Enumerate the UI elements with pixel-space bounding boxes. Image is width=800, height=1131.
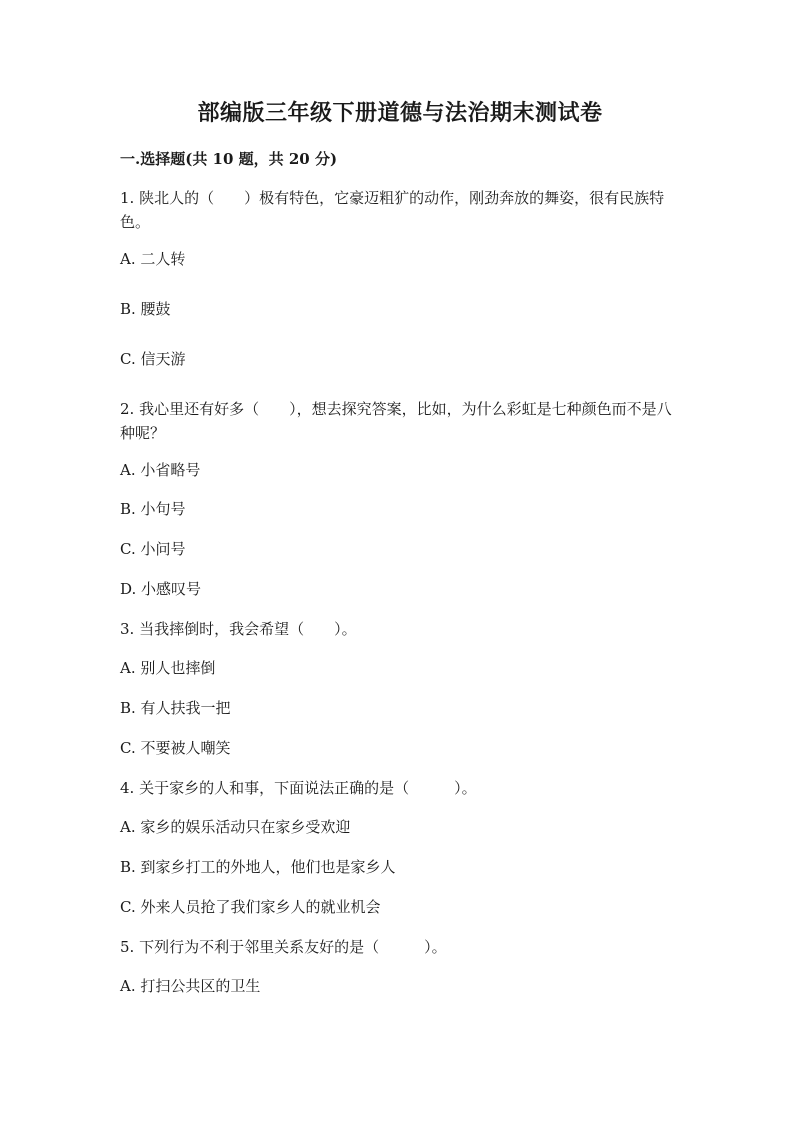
question-2-option-d: D. 小感叹号: [120, 580, 202, 598]
question-3-option-b: B. 有人扶我一把: [120, 699, 231, 717]
question-2-option-a: A. 小省略号: [120, 461, 201, 479]
question-2-option-c: C. 小问号: [120, 540, 186, 558]
question-stem-3: 3. 当我摔倒时，我会希望（ ）。: [120, 620, 357, 638]
section-heading: 一.选择题(共 10 题，共 20 分): [120, 150, 338, 168]
question-4-option-b: B. 到家乡打工的外地人，他们也是家乡人: [120, 858, 396, 876]
question-5-option-a: A. 打扫公共区的卫生: [120, 977, 261, 995]
question-3-option-a: A. 别人也摔倒: [120, 659, 216, 677]
question-stem-5: 5. 下列行为不利于邻里关系友好的是（ ）。: [120, 938, 447, 956]
question-3-option-c: C. 不要被人嘲笑: [120, 739, 231, 757]
question-4-option-a: A. 家乡的娱乐活动只在家乡受欢迎: [120, 818, 351, 836]
question-stem-2: 2. 我心里还有好多（ ），想去探究答案，比如，为什么彩虹是七种颜色而不是八种呢？: [120, 400, 672, 442]
question-1-option-b: B. 腰鼓: [120, 300, 171, 318]
question-stem-4: 4. 关于家乡的人和事，下面说法正确的是（ ）。: [120, 779, 477, 797]
question-stem-1: 1. 陕北人的（ ）极有特色，它豪迈粗犷的动作，刚劲奔放的舞姿，很有民族特色。: [120, 189, 665, 231]
question-1-option-c: C. 信天游: [120, 350, 186, 368]
question-2-option-b: B. 小句号: [120, 500, 186, 518]
question-1-option-a: A. 二人转: [120, 250, 186, 268]
page-title: 部编版三年级下册道德与法治期末测试卷: [197, 100, 603, 126]
question-4-option-c: C. 外来人员抢了我们家乡人的就业机会: [120, 898, 381, 916]
